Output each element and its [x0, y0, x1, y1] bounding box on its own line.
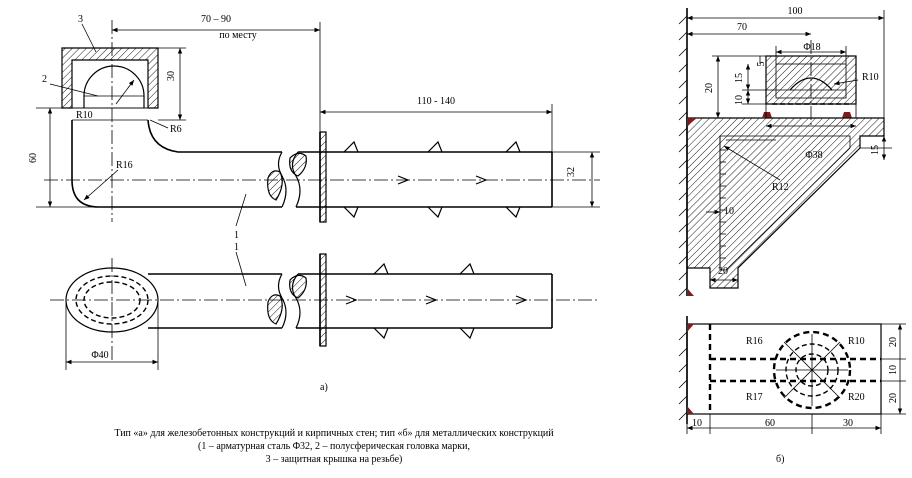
dim-10-b: 10 — [724, 206, 734, 217]
radius-r6: R6 — [170, 124, 182, 135]
label-3: 3 — [78, 14, 83, 25]
dim-32: 32 — [566, 167, 577, 177]
dim-30: 30 — [166, 71, 177, 81]
bracket — [687, 118, 884, 288]
rod-ribs — [344, 142, 520, 217]
plan-dim-10: 10 — [888, 365, 899, 375]
label-1-plan: 1 — [234, 242, 239, 253]
dim-110-140: 110 - 140 — [417, 96, 455, 107]
dim-phi38: Φ38 — [805, 150, 823, 161]
radius-r16: R16 — [116, 160, 133, 171]
dim-5: 5 — [756, 61, 767, 67]
caption-line-2: (1 – арматурная сталь Φ32, 2 – полусферическая головка марки, — [198, 441, 470, 452]
caption-line-3: 3 – защитная крышка на резьбе) — [265, 454, 403, 465]
dim-20-b: 20 — [718, 266, 728, 277]
dim-phi40: Φ40 — [91, 350, 109, 361]
plan-dim-10l: 10 — [692, 418, 702, 429]
caption-a: а) — [320, 382, 328, 393]
dim-70-90: 70 – 90 — [201, 14, 231, 25]
dim-15: 15 — [734, 73, 745, 83]
label-1: 1 — [234, 230, 239, 241]
plan-r20: R20 — [848, 392, 865, 403]
dim-60: 60 — [28, 153, 39, 163]
caption-line-1: Тип «а» для железобетонных конструкций и кирпичных стен; тип «б» для металлических конструкций — [114, 428, 554, 439]
dim-70-90-note: по месту — [219, 30, 257, 41]
radius-r12: R12 — [772, 182, 789, 193]
caption-b: б) — [776, 454, 785, 465]
figure-b-section — [679, 6, 892, 296]
dim-20: 20 — [704, 83, 715, 93]
figure-a-plan — [50, 242, 600, 370]
figure-a-elevation — [28, 14, 600, 241]
figure-b-plan — [679, 316, 906, 434]
dim-10: 10 — [734, 95, 745, 105]
plan-r16: R16 — [746, 336, 763, 347]
dim-15-b: 15 — [870, 145, 881, 155]
plan-r10: R10 — [848, 336, 865, 347]
radius-r10-b: R10 — [862, 72, 879, 83]
dim-phi18: Φ18 — [803, 42, 821, 53]
plan-dim-60: 60 — [765, 418, 775, 429]
hemispherical-head — [84, 66, 144, 108]
plan-dim-20b: 20 — [888, 393, 899, 403]
dim-70: 70 — [737, 22, 747, 33]
plan-dim-20a: 20 — [888, 337, 899, 347]
radius-r10: R10 — [76, 110, 93, 121]
dim-100: 100 — [787, 6, 803, 17]
plan-dim-30: 30 — [843, 418, 853, 429]
plan-r17: R17 — [746, 392, 763, 403]
label-2: 2 — [42, 74, 47, 85]
